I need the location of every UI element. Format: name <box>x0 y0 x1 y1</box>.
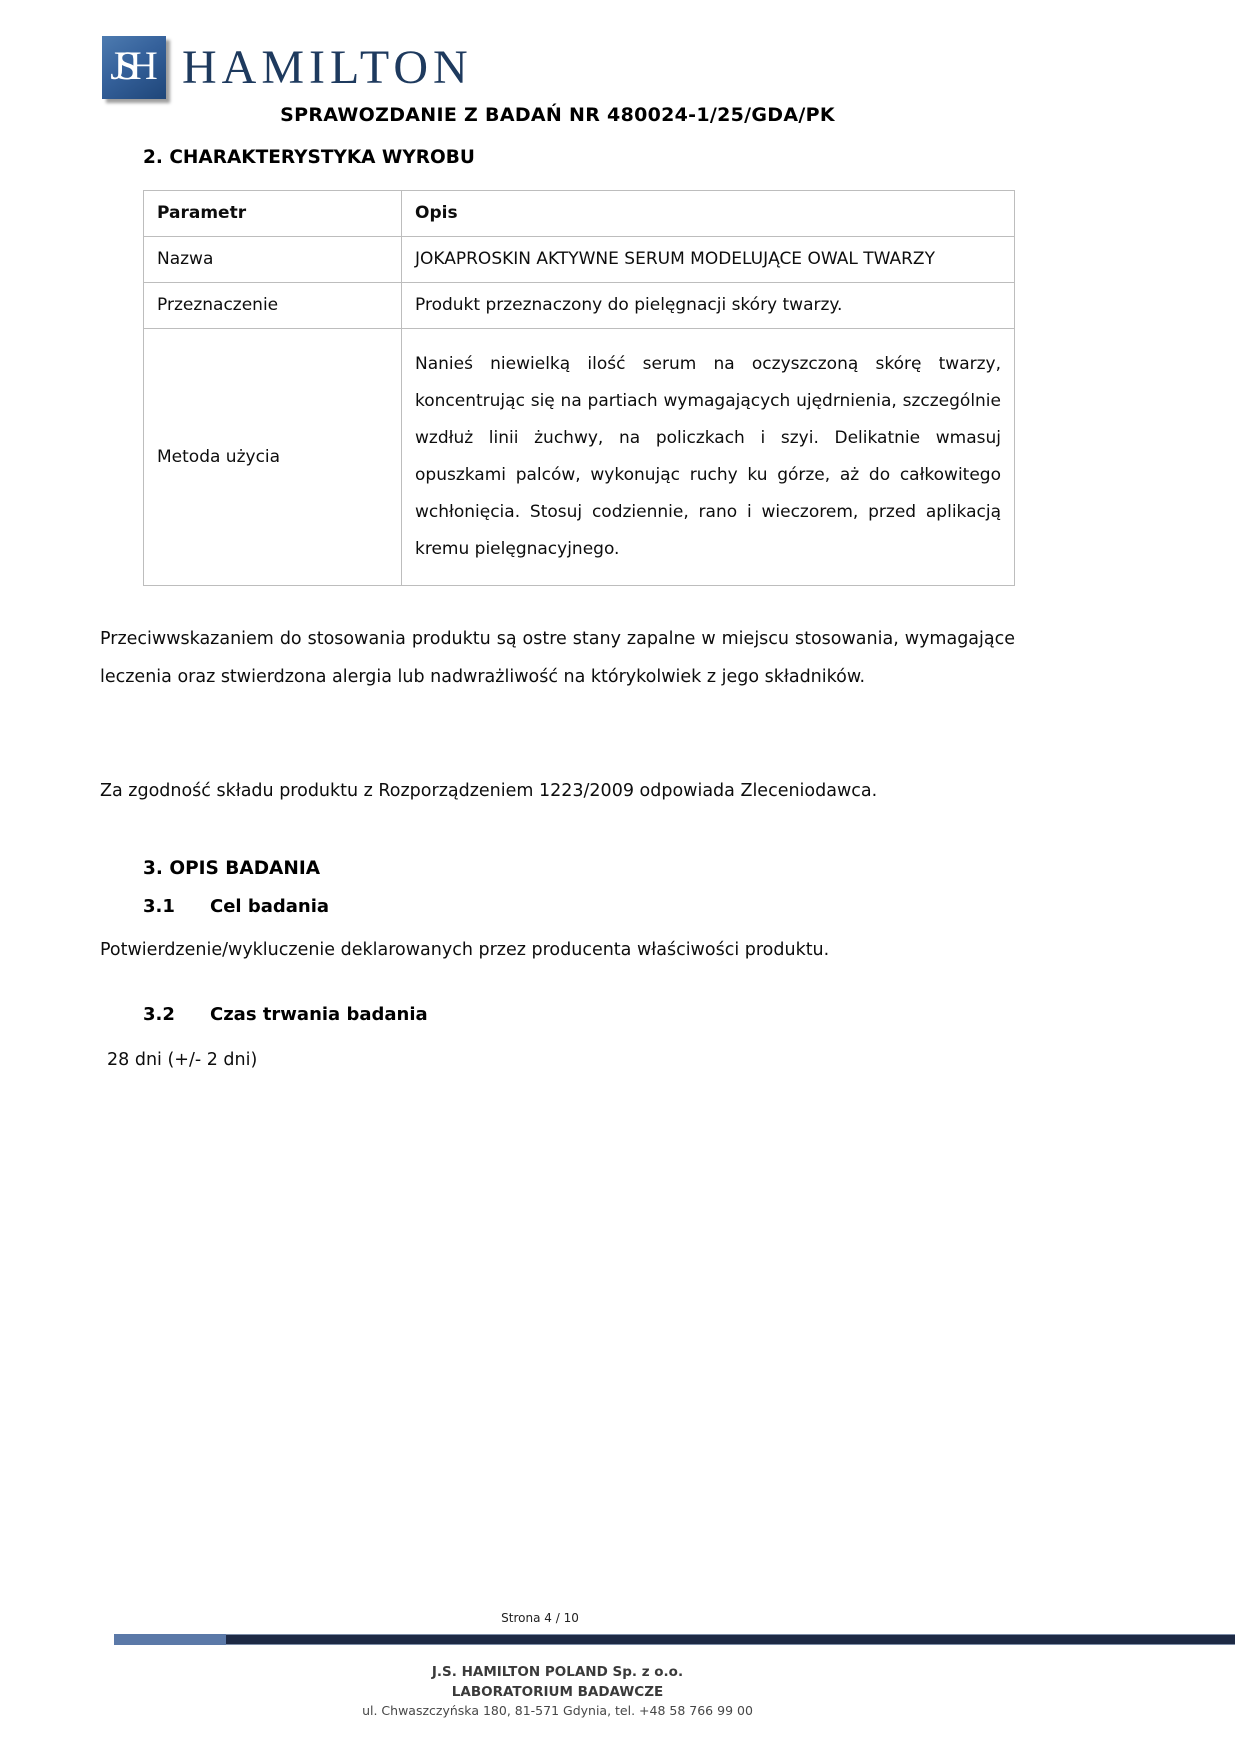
section-3-1-number: 3.1 <box>143 896 175 917</box>
footer-divider-bar <box>114 1634 1235 1645</box>
table-header-parametr: Parametr <box>144 191 402 237</box>
footer-address: ul. Chwaszczyńska 180, 81-571 Gdynia, tel. +48 58 766 99 00 <box>362 1703 753 1718</box>
section-3-2-title: Czas trwania badania <box>210 1004 428 1025</box>
page-number: Strona 4 / 10 <box>501 1611 579 1625</box>
param-method-label: Metoda użycia <box>144 329 402 586</box>
table-row <box>144 283 1015 329</box>
section-2-heading: 2. CHARAKTERYSTYKA WYROBU <box>143 147 475 168</box>
footer-company-name: J.S. HAMILTON POLAND Sp. z o.o. <box>431 1664 684 1680</box>
section-3-2-number: 3.2 <box>143 1004 175 1025</box>
jsh-logo-icon <box>102 36 166 99</box>
logo-brand-text: HAMILTON <box>182 40 473 94</box>
footer-bar-dark-segment <box>226 1634 1235 1645</box>
compliance-paragraph: Za zgodność składu produktu z Rozporządzeniem 1223/2009 odpowiada Zleceniodawca. <box>100 781 878 801</box>
table-header-row <box>144 191 1015 237</box>
section-3-heading: 3. OPIS BADANIA <box>143 858 321 879</box>
report-title: SPRAWOZDANIE Z BADAŃ NR 480024-1/25/GDA/PK <box>280 104 835 126</box>
company-logo <box>102 36 473 99</box>
logo-monogram: JSH <box>110 42 149 88</box>
section-3-1-heading <box>143 896 329 917</box>
param-method-value: Nanieś niewielką ilość serum na oczyszczoną skórę twarzy, koncentrując się na partiach wymagających ujędrnienia, szczególnie wzdłuż linii żuchwy, na policzkach i szyi. Delikatnie wmasuj opuszkami palców, wykonując ruchy ku górze, aż do całkowitego wchłonięcia. Stosuj codziennie, rano i wieczorem, przed aplikacją kremu pielęgnacyjnego. <box>402 329 1015 586</box>
param-name-label: Nazwa <box>144 237 402 283</box>
section-3-1-body: Potwierdzenie/wykluczenie deklarowanych przez producenta właściwości produktu. <box>100 940 830 960</box>
section-3-2-heading <box>143 1004 428 1025</box>
footer-bar-light-segment <box>114 1634 226 1645</box>
param-purpose-label: Przeznaczenie <box>144 283 402 329</box>
table-row <box>144 329 1015 586</box>
param-name-value: JOKAPROSKIN AKTYWNE SERUM MODELUJĄCE OWAL TWARZY <box>402 237 1015 283</box>
table-row <box>144 237 1015 283</box>
contraindications-paragraph: Przeciwwskazaniem do stosowania produktu są ostre stany zapalne w miejscu stosowania, wymagające leczenia oraz stwierdzona alergia lub nadwrażliwość na którykolwiek z jego składników. <box>100 629 1015 687</box>
table-header-opis: Opis <box>402 191 1015 237</box>
param-purpose-value: Produkt przeznaczony do pielęgnacji skóry twarzy. <box>402 283 1015 329</box>
section-3-2-body: 28 dni (+/- 2 dni) <box>107 1050 258 1070</box>
section-3-1-title: Cel badania <box>210 896 330 917</box>
product-characteristics-table <box>143 190 1015 586</box>
footer-lab-name: LABORATORIUM BADAWCZE <box>451 1684 664 1700</box>
